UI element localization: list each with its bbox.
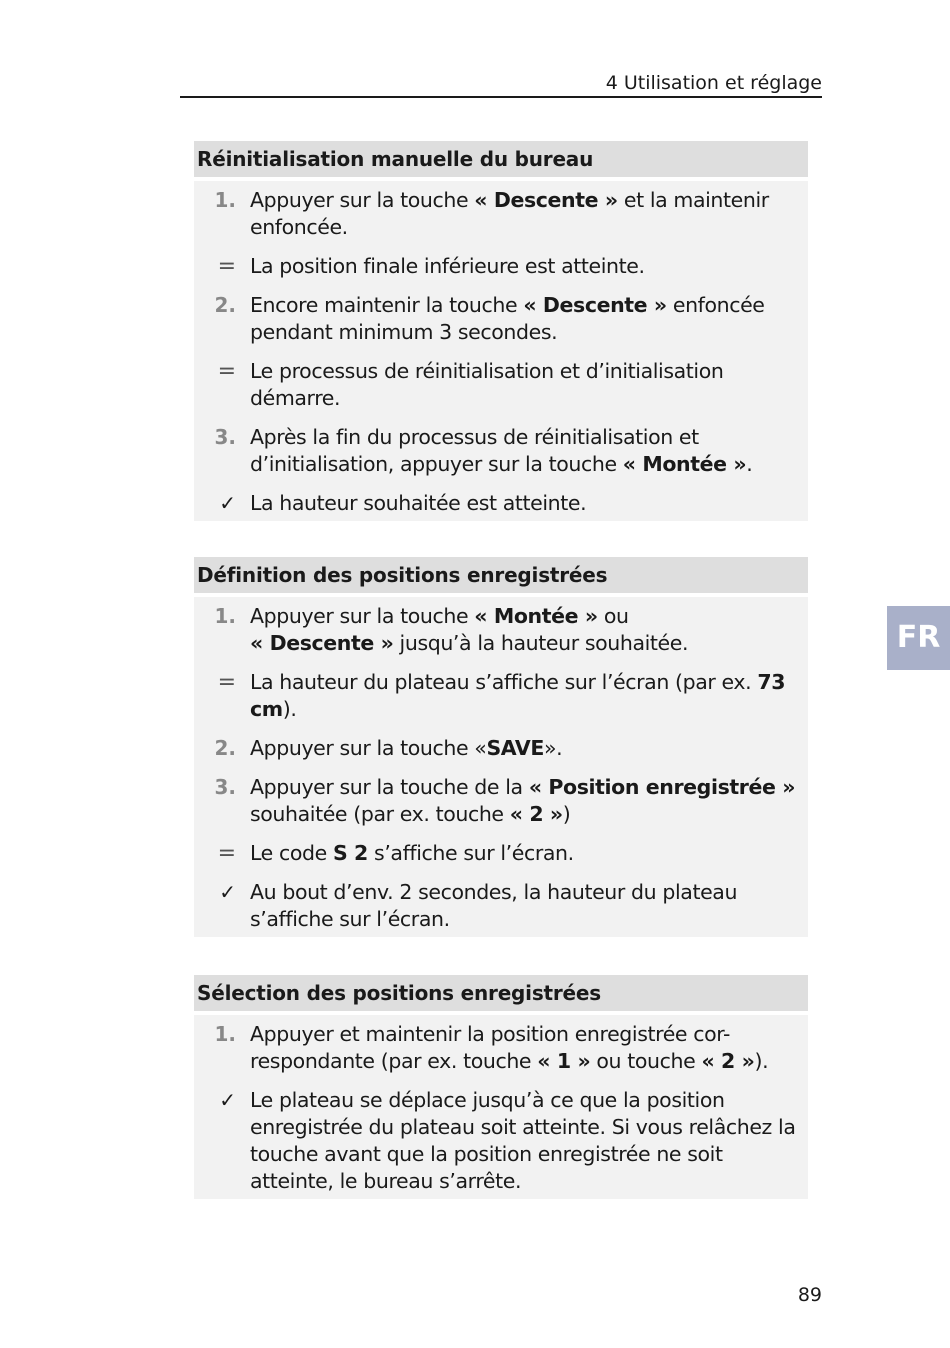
step-text: Au bout d’env. 2 secondes, la hauteur du plateau s’affiche sur l’écran. [250,880,738,931]
checkmark-icon: ✓ [219,880,236,904]
step [194,424,808,478]
step-number: 1. [214,188,236,212]
chapter-title: 4 Utilisation et réglage [605,72,822,94]
step [194,630,808,657]
section-title: Sélection des positions enregistrées [194,975,808,1011]
step [194,358,808,412]
step [194,669,808,723]
page-number: 89 [797,1284,822,1306]
step-text: La position finale inférieure est atteinte. [250,254,645,278]
step [194,840,808,867]
step-text: Le code S 2 s’affiche sur l’écran. [250,841,574,865]
step-text: Appuyer sur la touche « Montée » ou [250,604,629,628]
step [194,774,808,828]
step-text: Appuyer sur la touche de la « Position enregistrée » souhaitée (par ex. touche « 2 ») [250,775,796,826]
step [194,187,808,241]
header-rule [180,96,822,98]
step-text: Le plateau se déplace jusqu’à ce que la position enregistrée du plateau soit atteinte. Si vous relâchez la touche avant que la position enregistrée ne soit atteinte, le bureau s’arrête. [250,1088,796,1193]
section-manual-reset [194,141,808,521]
section-select-positions [194,975,808,1199]
step-text: Appuyer et maintenir la position enregistrée cor-respondante (par ex. touche « 1 » ou touche « 2 »). [250,1022,769,1073]
step [194,253,808,280]
step-number: 2. [214,736,236,760]
step-text: Le processus de réinitialisation et d’initialisation démarre. [250,359,724,410]
checkmark-icon: ✓ [219,1088,236,1112]
step-number: 3. [214,775,236,799]
step-text: La hauteur du plateau s’affiche sur l’écran (par ex. 73 cm). [250,670,786,721]
section-define-positions [194,557,808,937]
language-tab: FR [887,606,950,670]
result-marker: = [217,254,236,279]
section-title: Réinitialisation manuelle du bureau [194,141,808,177]
step-text: « Descente » jusqu’à la hauteur souhaitée. [250,631,689,655]
step-text: Après la fin du processus de réinitialisation et d’initialisation, appuyer sur la touche « Montée ». [250,425,753,476]
step-number: 1. [214,1022,236,1046]
step [194,1021,808,1075]
step-text: Appuyer sur la touche « Descente » et la maintenir enfoncée. [250,188,769,239]
step-text: Appuyer sur la touche «SAVE». [250,736,563,760]
step-number [194,630,250,657]
step-text: La hauteur souhaitée est atteinte. [250,491,587,515]
result-marker: = [217,670,236,695]
step [194,879,808,933]
result-marker: = [217,841,236,866]
step [194,292,808,346]
step-text: Encore maintenir la touche « Descente » enfoncée pendant minimum 3 secondes. [250,293,765,344]
checkmark-icon: ✓ [219,491,236,515]
section-title: Définition des positions enregistrées [194,557,808,593]
section-body [194,597,808,937]
result-marker: = [217,359,236,384]
step [194,1087,808,1195]
step-number: 3. [214,425,236,449]
section-body [194,181,808,521]
step [194,735,808,762]
section-body [194,1015,808,1199]
step-number: 2. [214,293,236,317]
step-number: 1. [214,604,236,628]
step [194,603,808,630]
step [194,490,808,517]
